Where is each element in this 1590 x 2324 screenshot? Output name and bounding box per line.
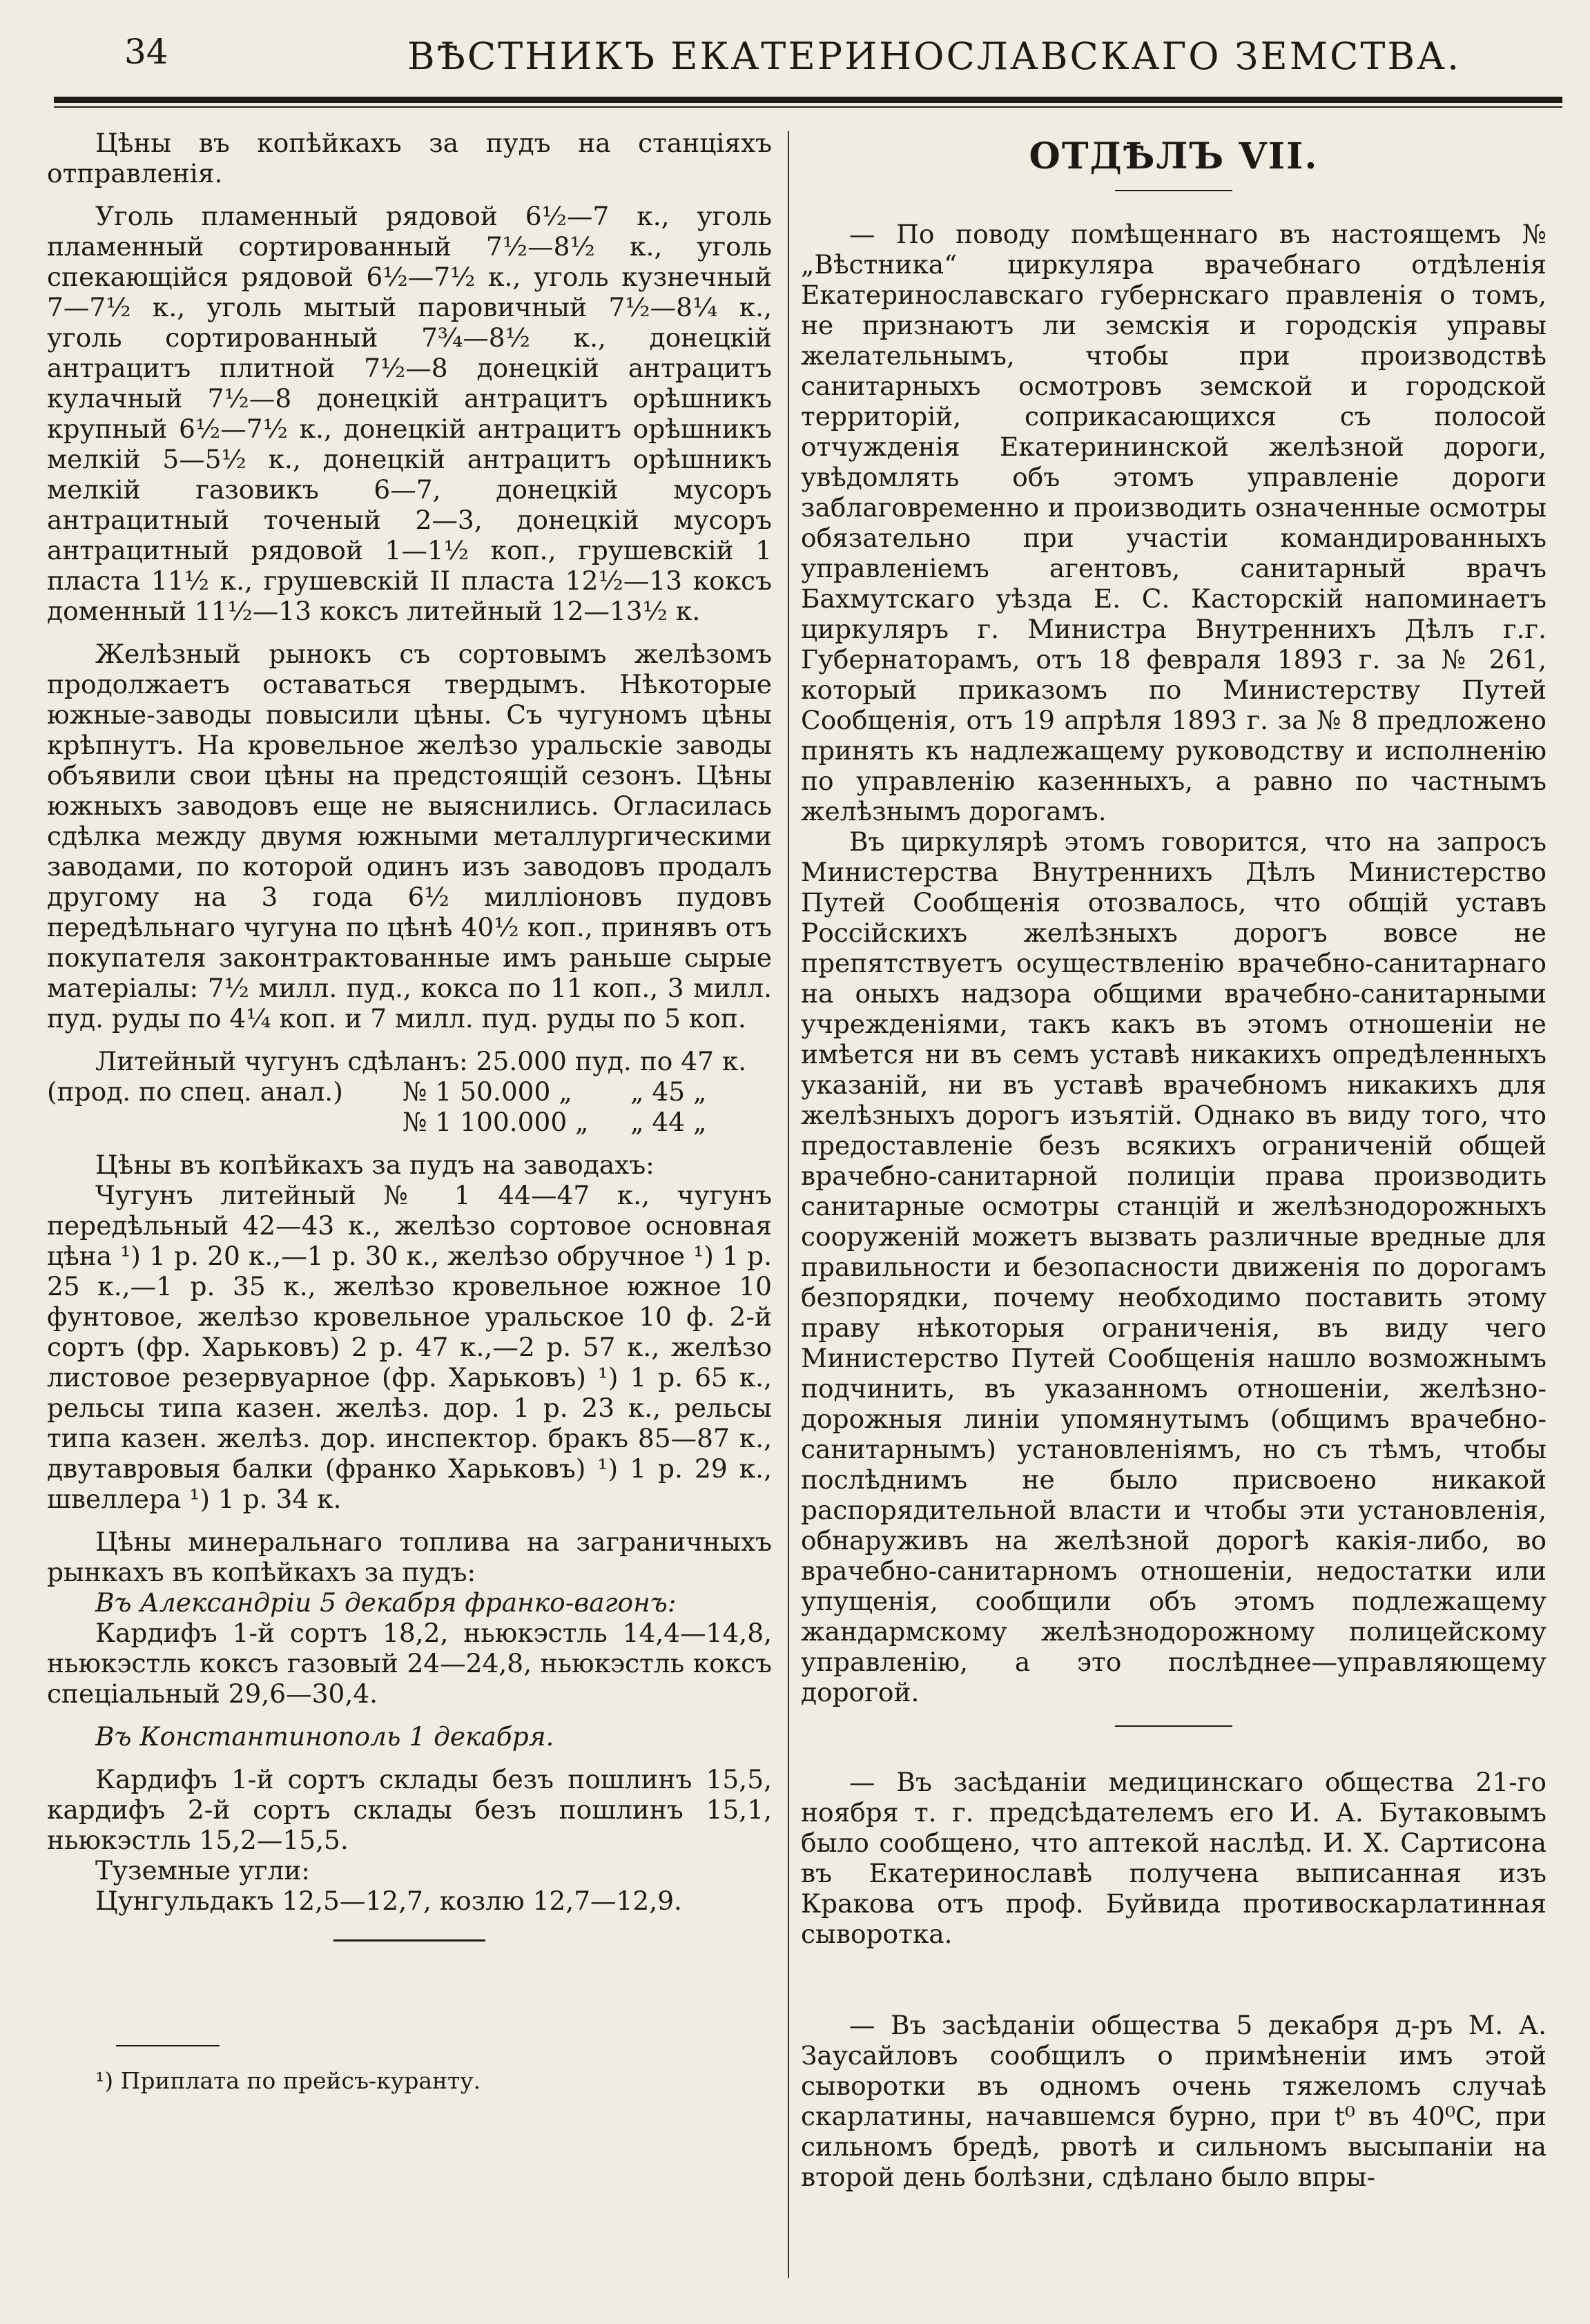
footnote-rule [116, 2045, 220, 2046]
page-header [48, 28, 1533, 90]
paragraph: Въ Константинополь 1 декабря. [95, 1721, 554, 1752]
section-title: ОТДѢЛЪ VII. [1029, 135, 1319, 177]
journal-title: ВѢСТНИКЪ ЕКАТЕРИНОСЛАВСКАГО ЗЕМСТВА. [407, 35, 1462, 78]
paragraph: Цѣны въ копѣйкахъ за пудъ на заводахъ: [95, 1150, 655, 1180]
footnote: ¹) Приплата по прейсъ-куранту. [95, 2067, 481, 2094]
paragraph: Уголь пламенный рядовой 6½—7 к., уголь пламенный сортированный 7½—8½ к., уголь спекающійся рядовой 6½—7½ к., уголь кузнечный 7—7½ к., уголь мытый паровичный 7½—8¼ к., уголь сортированный 7¾—8½ к., донецкій антрацитъ плитной 7½—8 донецкій антрацитъ кулачный 7½—8 донецкій антрацитъ орѣшникъ крупный 6½—7½ к., донецкій антрацитъ орѣшникъ мелкій 5—5½ к., донецкій антрацитъ орѣшникъ мелкій газовикъ 6—7, донецкій мусоръ антрацитный точеный 2—3, донецкій мусоръ антрацитный рядовой 1—1½ коп., грушевскій 1 пласта 11½ к., грушевскій II пласта 12½—13 коксъ доменный 11½—13 коксъ литейный 12—13½ к. [47, 201, 772, 626]
paragraph: Цѣны минеральнаго топлива на заграничныхъ рынкахъ въ копѣйкахъ за пудъ: [47, 1527, 772, 1587]
paragraph: Кардифъ 1-й сортъ 18,2, ньюкэстль 14,4—14,8, ньюкэстль коксъ газовый 24—24,8, ньюкэстль коксъ спеціальный 29,6—30,4. [47, 1618, 772, 1709]
header-rule-thin [54, 106, 1562, 108]
column-divider [788, 131, 789, 2278]
paragraph: Туземные угли: [95, 1855, 311, 1886]
right-column [801, 128, 1547, 2192]
paragraph: — Въ засѣданіи общества 5 декабря д-ръ М. А. Заусайловъ сообщилъ о примѣненіи имъ этой сыворотки въ одномъ очень тяжеломъ случаѣ скарлатины, начавшемся бурно, при t⁰ въ 40⁰C, при сильномъ бредѣ, рвотѣ и сильномъ высыпаніи на второй день болѣзни, сдѣлано было впры- [801, 2010, 1547, 2192]
cast-row-price: „ 44 „ [630, 1107, 707, 1137]
paragraph: — Въ засѣданіи медицинскаго общества 21-го ноября т. г. предсѣдателемъ его И. А. Бутаковымъ было сообщено, что аптекой наслѣд. И. Х. Сартисона въ Екатеринославѣ получена выписанная изъ Кракова отъ проф. Буйвида противоскарлатинная сыворотка. [801, 1767, 1547, 1949]
paragraph: — По поводу помѣщеннаго въ настоящемъ № „Вѣстника“ циркуляра врачебнаго отдѣленія Екатеринославскаго губернскаго правленія о томъ, не признаютъ ли земскія и городскія управы желательнымъ, чтобы при производствѣ санитарныхъ осмотровъ земской и городской территорій, соприкасающихся съ полосой отчужденія Екатерининской желѣзной дороги, увѣдомлять объ этомъ управленіе дороги заблаговременно и производить означенные осмотры обязательно при участіи командированныхъ управленіемъ агентовъ, санитарный врачъ Бахмутскаго уѣзда Е. С. Касторскій напоминаетъ циркуляръ г. Министра Внутреннихъ Дѣлъ г.г. Губернаторамъ, отъ 18 февраля 1893 г. за № 261, который приказомъ по Министерству Путей Сообщенія, отъ 19 апрѣля 1893 г. за № 8 предложено принять къ надлежащему руководству и исполненію по управленію казенныхъ, а равно по частнымъ желѣзнымъ дорогамъ. [801, 219, 1547, 826]
header-rule-thick [54, 97, 1562, 103]
paragraph: Кардифъ 1-й сортъ склады безъ пошлинъ 15,5, кардифъ 2-й сортъ склады безъ пошлинъ 15,1, ньюкэстль 15,2—15,5. [47, 1764, 772, 1855]
cast-row-amount: № 1 50.000 „ [403, 1076, 572, 1107]
paragraph: Въ Александріи 5 декабря франко-вагонъ: [95, 1587, 677, 1618]
paragraph: Желѣзный рынокъ съ сортовымъ желѣзомъ продолжаетъ оставаться твердымъ. Нѣкоторые южные-заводы повысили цѣны. Съ чугуномъ цѣны крѣпнутъ. На кровельное желѣзо уральскіе заводы объявили свои цѣны на предстоящій сезонъ. Цѣны южныхъ заводовъ еще не выяснились. Огласилась сдѣлка между двумя южными металлургическими заводами, по которой одинъ изъ заводовъ продалъ другому на 3 года 6½ милліоновъ пудовъ передѣльнаго чугуна по цѣнѣ 40½ коп., принявъ отъ покупателя законтрактованные имъ раньше сырые матеріалы: 7½ милл. пуд., кокса по 11 коп., 3 милл. пуд. руды по 4¼ коп. и 7 милл. пуд. руды по 5 коп. [47, 639, 772, 1034]
section-rule [333, 1939, 485, 1941]
paragraph: Цунгульдакъ 12,5—12,7, козлю 12,7—12,9. [95, 1886, 682, 1916]
cast-iron-rows [47, 1076, 772, 1137]
cast-row-price: „ 45 „ [630, 1076, 707, 1107]
cast-iron-line: Литейный чугунъ сдѣланъ: 25.000 пуд. по 47 к. [95, 1046, 747, 1076]
page-number: 34 [124, 32, 168, 72]
cast-row-label: (прод. по спец. анал.) [47, 1076, 343, 1107]
paragraph: Въ циркулярѣ этомъ говорится, что на запросъ Министерства Внутреннихъ Дѣлъ Министерство Путей Сообщенія отозвалось, что общій уставъ Россійскихъ желѣзныхъ дорогъ вовсе не препятствуетъ осуществленію врачебно-санитарнаго на оныхъ надзора общими врачебно-санитарными учрежденіями, такъ какъ въ этомъ отношеніи не имѣется ни въ семъ уставѣ никакихъ опредѣленныхъ указаній, ни въ уставѣ врачебномъ никакихъ для желѣзныхъ дорогъ изъятій. Однако въ виду того, что предоставленіе безъ всякихъ ограниченій общей врачебно-санитарной полиціи права производить санитарные осмотры станцій и желѣзнодорожныхъ сооруженій можетъ вызвать различные вредные для правильности и безопасности движенія по дорогамъ безпорядки, почему необходимо поставить этому праву нѣкоторыя ограниченія, въ виду чего Министерство Путей Сообщенія нашло возможнымъ подчинить, въ указанномъ отношеніи, желѣзно-дорожныя линіи упомянутымъ (общимъ врачебно-санитарнымъ) установленіямъ, но съ тѣмъ, чтобы послѣднимъ не было присвоено никакой распорядительной власти и чтобы эти установленія, обнаруживъ на желѣзной дорогѣ какія-либо, во врачебно-санитарномъ отношеніи, недостатки или упущенія, сообщили объ этомъ подлежащему жандармскому желѣзнодорожному полицейскому управленію, а это послѣднее—управляющему дорогой. [801, 826, 1547, 1707]
title-rule [1115, 190, 1232, 191]
left-column [47, 128, 772, 2096]
cast-iron-row [47, 1076, 772, 1107]
section-rule [1115, 1725, 1232, 1727]
cast-iron-row [47, 1107, 772, 1137]
paragraph: Чугунъ литейный № 1 44—47 к., чугунъ передѣльный 42—43 к., желѣзо сортовое основная цѣна ¹) 1 р. 20 к.,—1 р. 30 к., желѣзо обручное ¹) 1 р. 25 к.,—1 р. 35 к., желѣзо кровельное южное 10 фунтовое, желѣзо кровельное уральское 10 ф. 2-й сортъ (фр. Харьковъ) 2 р. 47 к.,—2 р. 57 к., желѣзо листовое резервуарное (фр. Харьковъ) ¹) 1 р. 65 к., рельсы типа казен. желѣз. дор. 1 р. 23 к., рельсы типа казен. желѣз. дор. инспектор. бракъ 85—87 к., двутавровыя балки (франко Харьковъ) ¹) 1 р. 29 к., швеллера ¹) 1 р. 34 к. [47, 1180, 772, 1514]
paragraph: Цѣны въ копѣйкахъ за пудъ на станціяхъ отправленія. [47, 128, 772, 188]
cast-row-amount: № 1 100.000 „ [403, 1107, 589, 1137]
